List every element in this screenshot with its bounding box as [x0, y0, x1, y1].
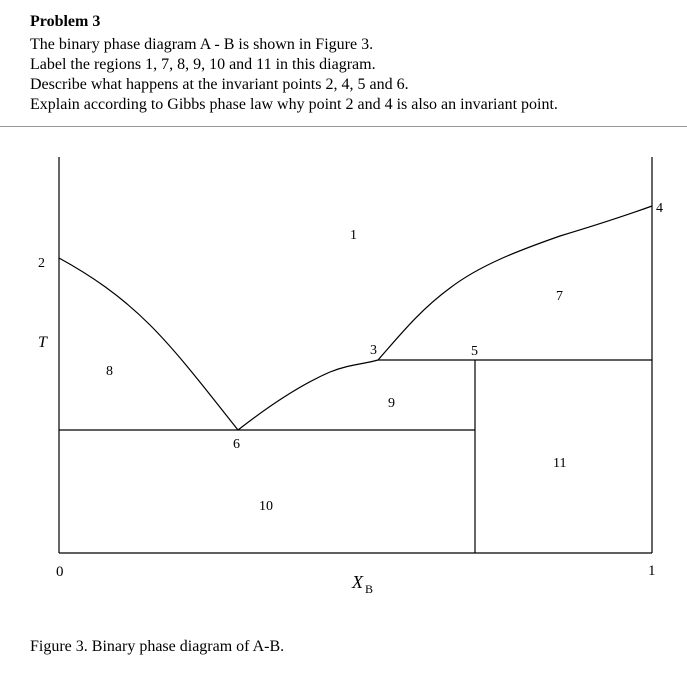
x-axis-label-subscript: B — [365, 582, 374, 596]
liquidus-left-curve — [59, 258, 238, 430]
region-label-10: 10 — [259, 499, 273, 514]
point-label-6: 6 — [233, 437, 240, 452]
region-label-9: 9 — [388, 396, 395, 411]
problem-title: Problem 3 — [30, 13, 101, 30]
figure-caption: Figure 3. Binary phase diagram of A-B. — [30, 638, 285, 655]
liquidus-right-curve — [378, 206, 652, 360]
region-label-1: 1 — [350, 228, 357, 243]
region-label-11: 11 — [553, 456, 567, 471]
point-label-2: 2 — [38, 256, 45, 271]
point-label-4: 4 — [656, 201, 663, 216]
point-label-5: 5 — [471, 344, 478, 359]
region-label-8: 8 — [106, 364, 113, 379]
liquidus-middle-curve — [238, 360, 378, 430]
y-axis-label: T — [38, 334, 47, 351]
problem-line-2: Label the regions 1, 7, 8, 9, 10 and 11 in this diagram. — [30, 56, 376, 73]
x-tick-label-1: 1 — [648, 563, 656, 579]
problem-line-1: The binary phase diagram A - B is shown in Figure 3. — [30, 36, 374, 53]
point-label-3: 3 — [370, 343, 377, 358]
x-tick-label-0: 0 — [56, 564, 64, 580]
x-axis-label: X — [352, 572, 363, 592]
problem-line-3: Describe what happens at the invariant points 2, 4, 5 and 6. — [30, 76, 409, 93]
problem-line-4: Explain according to Gibbs phase law why point 2 and 4 is also an invariant point. — [30, 96, 558, 113]
region-label-7: 7 — [556, 289, 563, 304]
